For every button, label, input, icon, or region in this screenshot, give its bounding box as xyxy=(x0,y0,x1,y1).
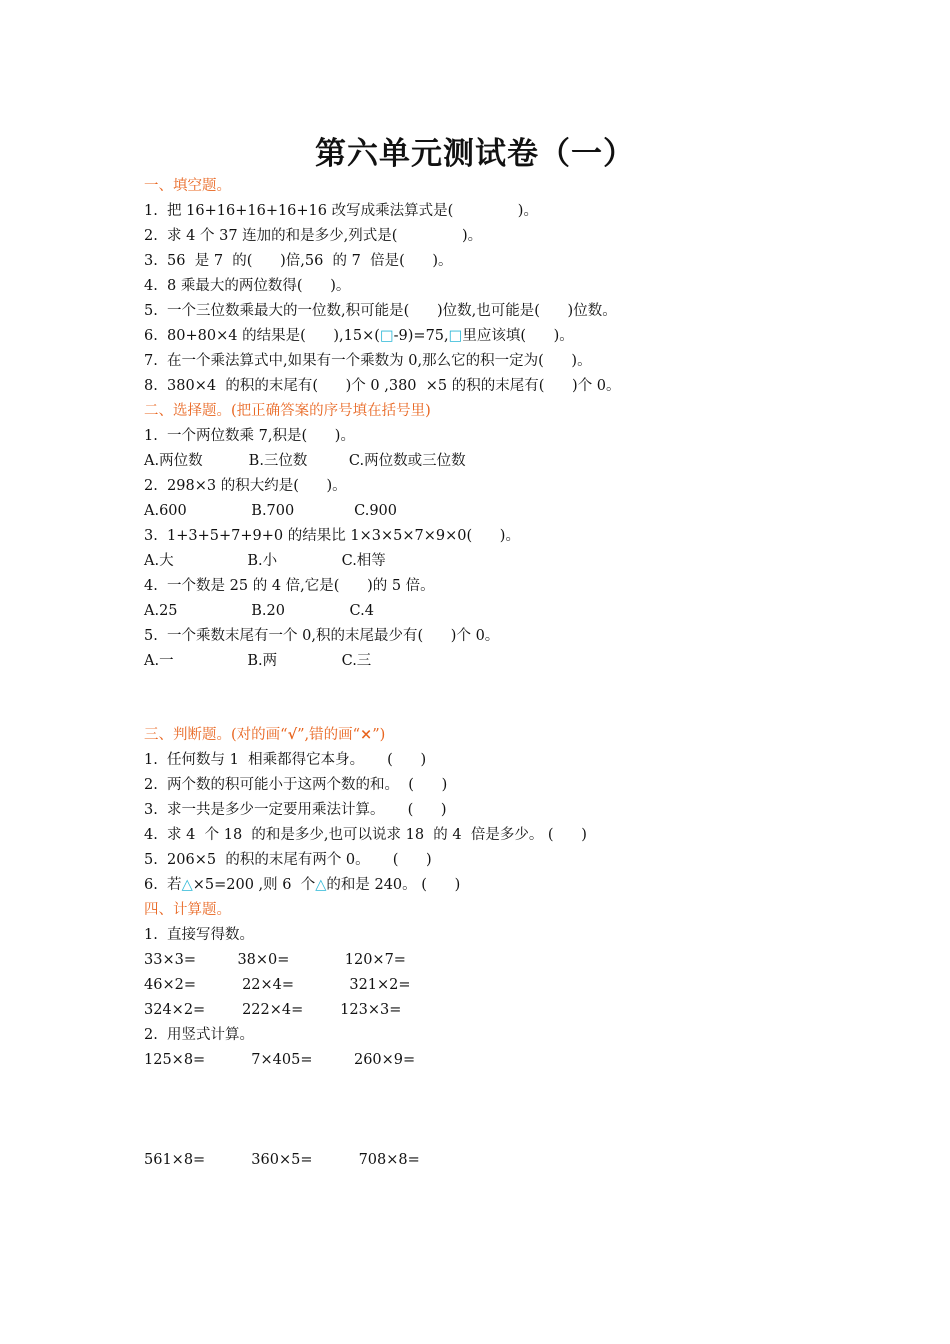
choice-question-3: 3. 1+3+5+7+9+0 的结果比 1×3×5×7×9×0( )。 xyxy=(144,528,520,544)
check-mark-icon: √ xyxy=(287,726,298,743)
calc-subheading-2: 2. 用竖式计算。 xyxy=(144,1027,255,1043)
fill-question-4: 4. 8 乘最大的两位数得( )。 xyxy=(144,278,351,294)
calc-row-1: 33×3= 38×0= 120×7= xyxy=(144,952,406,968)
square-symbol-icon: □ xyxy=(379,328,394,344)
fill-question-6-part-2: -9)=75, xyxy=(393,328,449,344)
judge-question-6-part-2: ×5=200 ,则 6 个 xyxy=(192,877,316,893)
fill-question-3: 3. 56 是 7 的( )倍,56 的 7 倍是( )。 xyxy=(144,253,453,269)
section-judge-heading xyxy=(144,725,385,745)
choice-options-4: A.25 B.20 C.4 xyxy=(144,603,374,619)
fill-question-7: 7. 在一个乘法算式中,如果有一个乘数为 0,那么它的积一定为( )。 xyxy=(144,353,592,369)
triangle-symbol-icon: △ xyxy=(181,877,193,893)
section-calc-heading: 四、计算题。 xyxy=(144,902,231,918)
triangle-symbol-icon: △ xyxy=(315,877,327,893)
judge-heading-part-3: ”) xyxy=(372,727,386,743)
choice-options-5: A.一 B.两 C.三 xyxy=(144,653,372,669)
fill-question-8: 8. 380×4 的积的末尾有( )个 0 ,380 ×5 的积的末尾有( )个 0。 xyxy=(144,378,621,394)
judge-question-1: 1. 任何数与 1 相乘都得它本身。 ( ) xyxy=(144,752,427,768)
section-fill-heading: 一、填空题。 xyxy=(144,178,231,194)
fill-question-1: 1. 把 16+16+16+16+16 改写成乘法算式是( )。 xyxy=(144,203,538,219)
choice-question-4: 4. 一个数是 25 的 4 倍,它是( )的 5 倍。 xyxy=(144,578,435,594)
choice-options-2: A.600 B.700 C.900 xyxy=(144,503,398,519)
calc-row-4: 125×8= 7×405= 260×9= xyxy=(144,1052,416,1068)
fill-question-6 xyxy=(144,326,574,346)
cross-mark-icon: × xyxy=(360,726,373,743)
choice-options-1: A.两位数 B.三位数 C.两位数或三位数 xyxy=(144,453,466,469)
judge-question-6-part-3: 的和是 240。 ( ) xyxy=(326,877,461,893)
judge-question-6 xyxy=(144,875,460,895)
choice-question-5: 5. 一个乘数末尾有一个 0,积的末尾最少有( )个 0。 xyxy=(144,628,500,644)
judge-question-6-part-1: 6. 若 xyxy=(144,877,182,893)
fill-question-5: 5. 一个三位数乘最大的一位数,积可能是( )位数,也可能是( )位数。 xyxy=(144,303,617,319)
choice-question-1: 1. 一个两位数乘 7,积是( )。 xyxy=(144,428,355,444)
choice-options-3: A.大 B.小 C.相等 xyxy=(144,553,386,569)
fill-question-6-part-1: 6. 80+80×4 的结果是( ),15×( xyxy=(144,328,380,344)
square-symbol-icon: □ xyxy=(448,328,463,344)
fill-question-6-part-3: 里应该填( )。 xyxy=(462,328,574,344)
calc-row-2: 46×2= 22×4= 321×2= xyxy=(144,977,411,993)
judge-question-2: 2. 两个数的积可能小于这两个数的和。 ( ) xyxy=(144,777,448,793)
choice-question-2: 2. 298×3 的积大约是( )。 xyxy=(144,478,347,494)
judge-heading-part-2: ”,错的画“ xyxy=(297,727,361,743)
calc-subheading-1: 1. 直接写得数。 xyxy=(144,927,255,943)
calc-row-3: 324×2= 222×4= 123×3= xyxy=(144,1002,402,1018)
judge-question-5: 5. 206×5 的积的末尾有两个 0。 ( ) xyxy=(144,852,432,868)
judge-heading-part-1: 三、判断题。(对的画“ xyxy=(144,727,288,743)
fill-question-2: 2. 求 4 个 37 连加的和是多少,列式是( )。 xyxy=(144,228,483,244)
judge-question-4: 4. 求 4 个 18 的和是多少,也可以说求 18 的 4 倍是多少。 ( ) xyxy=(144,827,587,843)
judge-question-3: 3. 求一共是多少一定要用乘法计算。 ( ) xyxy=(144,802,447,818)
page-title: 第六单元测试卷（一） xyxy=(315,136,635,172)
section-choice-heading: 二、选择题。(把正确答案的序号填在括号里) xyxy=(144,403,431,419)
calc-row-5: 561×8= 360×5= 708×8= xyxy=(144,1152,420,1168)
